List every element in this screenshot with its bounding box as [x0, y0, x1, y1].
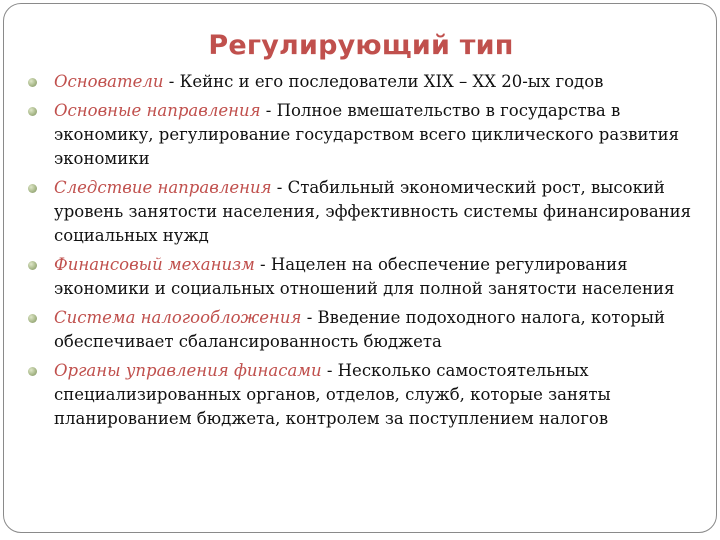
item-term: Система налогообложения [54, 308, 302, 327]
list-item-finance-bodies [16, 359, 706, 431]
bullet-icon [28, 367, 37, 376]
bullet-icon [28, 107, 37, 116]
list-item-financial-mechanism [16, 253, 706, 301]
item-text: - Нацелен на обеспечение регулирования экономики и социальных отношений для полной занятости населения [54, 255, 675, 298]
item-term: Следствие направления [54, 178, 272, 197]
list-item-founders [16, 70, 706, 94]
item-term: Финансовый механизм [54, 255, 255, 274]
item-term: Основные направления [54, 101, 261, 120]
slide-frame [3, 3, 717, 533]
item-term: Органы управления финасами [54, 361, 322, 380]
slide-title: Регулирующий тип [208, 30, 514, 61]
bullet-icon [28, 314, 37, 323]
item-text: - Кейнс и его последователи XIX – XX 20-ых годов [163, 72, 604, 91]
list-item-consequence [16, 176, 706, 248]
bullet-icon [28, 184, 37, 193]
bullet-icon [28, 261, 37, 270]
list-item-tax-system [16, 306, 706, 354]
item-text: - Стабильный экономический рост, высокий уровень занятости населения, эффективность системы финансирования социальных нужд [54, 178, 692, 245]
item-term: Основатели [54, 72, 164, 91]
item-text: - Введение подоходного налога, который обеспечивает сбалансированность бюджета [54, 308, 666, 351]
bullet-list [16, 70, 706, 436]
bullet-icon [28, 78, 37, 87]
item-text: - Полное вмешательство в государства в экономику, регулирование государством всего циклического развития экономики [54, 101, 680, 168]
list-item-main-directions [16, 99, 706, 171]
item-text: - Несколько самостоятельных специализированных органов, отделов, служб, которые заняты планированием бюджета, контролем за поступлением налогов [54, 361, 611, 428]
